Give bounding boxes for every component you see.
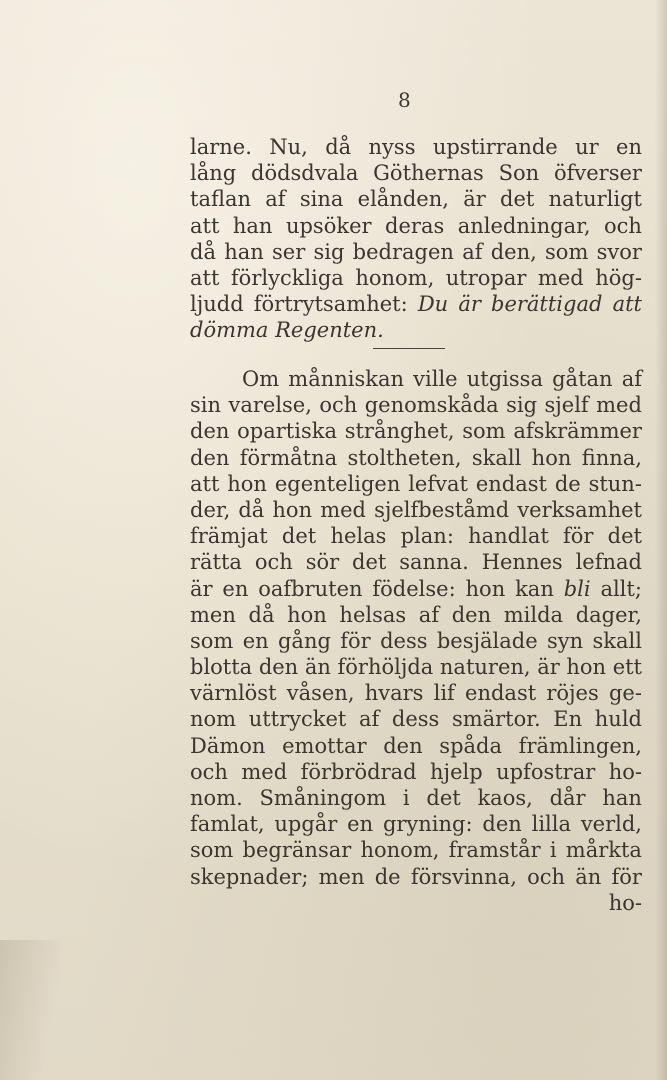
word: med <box>241 759 288 784</box>
word: en <box>347 812 374 837</box>
word: upfostrar <box>496 759 596 784</box>
word: helas <box>330 524 387 549</box>
text-line <box>190 733 642 759</box>
word: skall <box>471 445 522 470</box>
word: förmåtna <box>239 445 338 470</box>
word: en <box>242 628 269 653</box>
word: röjes <box>546 681 599 706</box>
word: är <box>537 655 560 680</box>
text-line <box>190 549 642 575</box>
word: dödsdvala <box>251 161 359 186</box>
word: rätta <box>190 550 242 575</box>
word: den <box>482 812 522 837</box>
word: än <box>575 864 602 889</box>
text-line <box>190 134 642 160</box>
word: dömma <box>190 318 276 343</box>
word: Dämon <box>190 733 266 758</box>
word: de <box>554 471 581 496</box>
word: lif <box>433 681 455 706</box>
word: af <box>265 187 286 212</box>
word: den <box>258 655 299 680</box>
text-line <box>190 213 642 239</box>
word: att <box>190 213 220 238</box>
word: svor <box>596 239 642 264</box>
word: handlat <box>468 524 549 549</box>
text-line <box>190 160 642 186</box>
word: gång <box>277 628 331 653</box>
word: hon <box>566 655 607 680</box>
word: mårkta <box>565 838 642 863</box>
word: förbrödrad <box>300 759 417 784</box>
word: uttrycket <box>248 707 347 732</box>
text-line <box>190 576 642 602</box>
word: och <box>604 213 642 238</box>
page-edge-shadow <box>655 0 667 1080</box>
word: ser <box>272 239 306 264</box>
word: kan <box>515 576 554 601</box>
word: famlat, <box>190 812 265 837</box>
word: hon <box>272 497 313 522</box>
word: blotta <box>190 655 253 680</box>
text-line <box>190 497 642 523</box>
word: Regenten. <box>275 318 384 343</box>
word: förtrytsamhet: <box>253 292 408 317</box>
word: upsöker <box>285 213 372 238</box>
word: han <box>602 786 642 810</box>
word: endast <box>475 471 547 496</box>
text-line <box>190 680 642 706</box>
word: opartiska <box>237 419 337 444</box>
word: gryning: <box>382 812 473 837</box>
word: är <box>190 576 213 601</box>
word: att <box>190 471 220 496</box>
word: våsen, <box>286 681 355 706</box>
word: stun- <box>588 471 642 496</box>
word: huld <box>594 707 642 732</box>
word: ur <box>575 135 599 159</box>
word: verld, <box>580 812 642 837</box>
word: öfverser <box>553 161 642 186</box>
word: strånghet, <box>344 419 455 444</box>
word: utropar <box>445 265 527 290</box>
word: då <box>325 135 352 159</box>
word: besjälade <box>436 628 538 653</box>
word: försvinna, <box>410 864 517 889</box>
word: bli <box>563 576 591 601</box>
word: naturen, <box>439 655 531 680</box>
word: framstår <box>448 838 541 863</box>
word: elånden, <box>357 187 449 212</box>
word: han <box>224 239 264 264</box>
word: då <box>238 497 265 522</box>
word: Du <box>417 292 449 317</box>
word: dår <box>549 786 586 810</box>
word: oafbruten <box>258 576 363 601</box>
word: nom. <box>190 786 243 810</box>
text-line <box>190 445 642 471</box>
word: Son <box>498 161 540 186</box>
word: det <box>500 187 535 212</box>
word: naturligt <box>548 187 642 212</box>
word: då <box>248 602 275 627</box>
word: den <box>383 733 423 758</box>
text-line <box>190 392 642 418</box>
word: sig <box>506 393 538 418</box>
text-line <box>190 317 642 343</box>
word: sina <box>299 187 344 212</box>
text-line <box>190 890 642 916</box>
word: deras <box>385 213 445 238</box>
word: sin <box>190 393 222 418</box>
word: varelse, <box>228 393 312 418</box>
word: utgissa <box>466 367 543 391</box>
word: finna, <box>581 445 642 470</box>
word: gåtan <box>552 367 613 391</box>
page-number: 8 <box>398 88 412 112</box>
word: ett <box>612 655 642 680</box>
section-divider <box>373 348 445 349</box>
word: spåda <box>439 733 502 758</box>
word: den <box>451 602 492 627</box>
word: En <box>553 707 583 732</box>
text-line <box>190 864 642 890</box>
text-line <box>190 811 642 837</box>
word: milda <box>503 602 564 627</box>
text-line <box>190 471 642 497</box>
word: som <box>190 838 234 863</box>
word: främjat <box>190 524 268 549</box>
word: upgår <box>274 812 338 837</box>
word: verksamhet <box>517 497 642 522</box>
text-line <box>190 654 642 680</box>
word: Småningom <box>259 786 387 810</box>
word: främlingen, <box>518 733 642 758</box>
word: af <box>462 239 483 264</box>
word: dess <box>380 628 428 653</box>
word: smärtor. <box>451 707 541 732</box>
word: dager, <box>575 602 642 627</box>
word: och <box>254 550 293 575</box>
word: endast <box>465 681 537 706</box>
text-line <box>190 759 642 785</box>
paragraph-1 <box>190 134 642 344</box>
word: som <box>545 239 589 264</box>
word: med <box>537 265 584 290</box>
word: hon <box>227 471 267 496</box>
word: hjelp <box>430 759 483 784</box>
word: Göthernas <box>373 161 484 186</box>
word: stoltheten, <box>347 445 462 470</box>
word: det <box>281 524 317 549</box>
word: ge- <box>608 681 642 706</box>
word: kaos, <box>477 786 533 810</box>
word: lilla <box>531 812 571 837</box>
text-line <box>190 628 642 654</box>
word: skepnader; <box>190 864 309 889</box>
word: och <box>319 393 358 418</box>
word: ho- <box>608 759 642 784</box>
word: hög- <box>595 265 642 290</box>
text-line <box>190 523 642 549</box>
word: det <box>426 786 461 810</box>
text-line <box>190 706 642 732</box>
word: ville <box>413 367 458 391</box>
word: taflan <box>190 187 252 212</box>
word: då <box>190 239 216 264</box>
word: med <box>596 393 642 418</box>
word: afskrämmer <box>513 419 642 444</box>
word: det <box>352 550 387 575</box>
word: det <box>607 524 642 549</box>
word: sanna. <box>399 550 469 575</box>
word: ljudd <box>190 292 244 317</box>
text-line <box>190 239 642 265</box>
word: men <box>190 602 236 627</box>
word: syn <box>547 628 584 653</box>
word: egenteligen <box>274 471 401 496</box>
word: Om <box>242 367 280 391</box>
word: bedragen <box>352 239 454 264</box>
word: hvars <box>364 681 424 706</box>
word: månniskan <box>288 367 405 391</box>
word: af <box>418 602 440 627</box>
word: en <box>616 135 642 159</box>
word: hon <box>531 445 572 470</box>
text-line <box>190 186 642 212</box>
word: och <box>527 864 566 889</box>
word: men <box>318 864 365 889</box>
text-line <box>190 837 642 863</box>
word: lång <box>190 161 237 186</box>
word: emottar <box>282 733 367 758</box>
word: och <box>190 759 228 784</box>
word: är <box>458 292 481 317</box>
word: Nu, <box>269 135 308 159</box>
word: hon <box>465 576 506 601</box>
word: att <box>612 292 642 317</box>
word: sig <box>313 239 345 264</box>
word: ho- <box>608 890 642 915</box>
word: larne. <box>190 135 252 159</box>
word: plan: <box>400 524 454 549</box>
word: upstirrande <box>432 135 558 159</box>
text-line <box>190 602 642 628</box>
word: der, <box>190 497 231 522</box>
word: af <box>358 707 380 732</box>
text-line <box>190 366 642 392</box>
word: sjelfbeståmd <box>374 497 510 522</box>
text-line <box>190 785 642 811</box>
word: lefnad <box>575 550 642 575</box>
word: allt; <box>600 576 642 601</box>
word: förhöljda <box>337 655 434 680</box>
word: berättigad <box>491 292 603 317</box>
word: med <box>320 497 366 522</box>
word: de <box>374 864 401 889</box>
word: den, <box>490 239 537 264</box>
word: Hennes <box>481 550 563 575</box>
word: än <box>304 655 331 680</box>
word: värnlöst <box>190 681 277 706</box>
text-line <box>190 418 642 444</box>
word: lefvat <box>408 471 468 496</box>
word: dess <box>391 707 440 732</box>
word: hon <box>287 602 327 627</box>
word: helsas <box>339 602 407 627</box>
word: anledningar, <box>457 213 591 238</box>
paragraph-2 <box>190 366 642 916</box>
word: sör <box>305 550 340 575</box>
text-line <box>190 291 642 317</box>
word: i <box>549 838 557 863</box>
word: nyss <box>368 135 416 159</box>
word: genomskåda <box>364 393 499 418</box>
text-line <box>190 265 642 291</box>
word: skall <box>592 628 642 653</box>
word: nom <box>190 707 237 732</box>
word: är <box>463 187 486 212</box>
word: för <box>563 524 594 549</box>
word: en <box>222 576 249 601</box>
word: han <box>232 213 273 238</box>
word: begränsar <box>242 838 352 863</box>
word: födelse: <box>372 576 456 601</box>
word: den <box>190 445 230 470</box>
paper-stain <box>0 940 60 1080</box>
word: honom, <box>360 838 440 863</box>
word: af <box>621 367 642 391</box>
word: förlyckliga <box>230 265 344 290</box>
word: att <box>190 265 220 290</box>
word: för <box>611 864 642 889</box>
word: den <box>190 419 230 444</box>
word: som <box>462 419 506 444</box>
word: för <box>340 628 371 653</box>
word: honom, <box>355 265 435 290</box>
word: som <box>190 628 234 653</box>
word: sjelf <box>544 393 589 418</box>
word: i <box>402 786 410 810</box>
